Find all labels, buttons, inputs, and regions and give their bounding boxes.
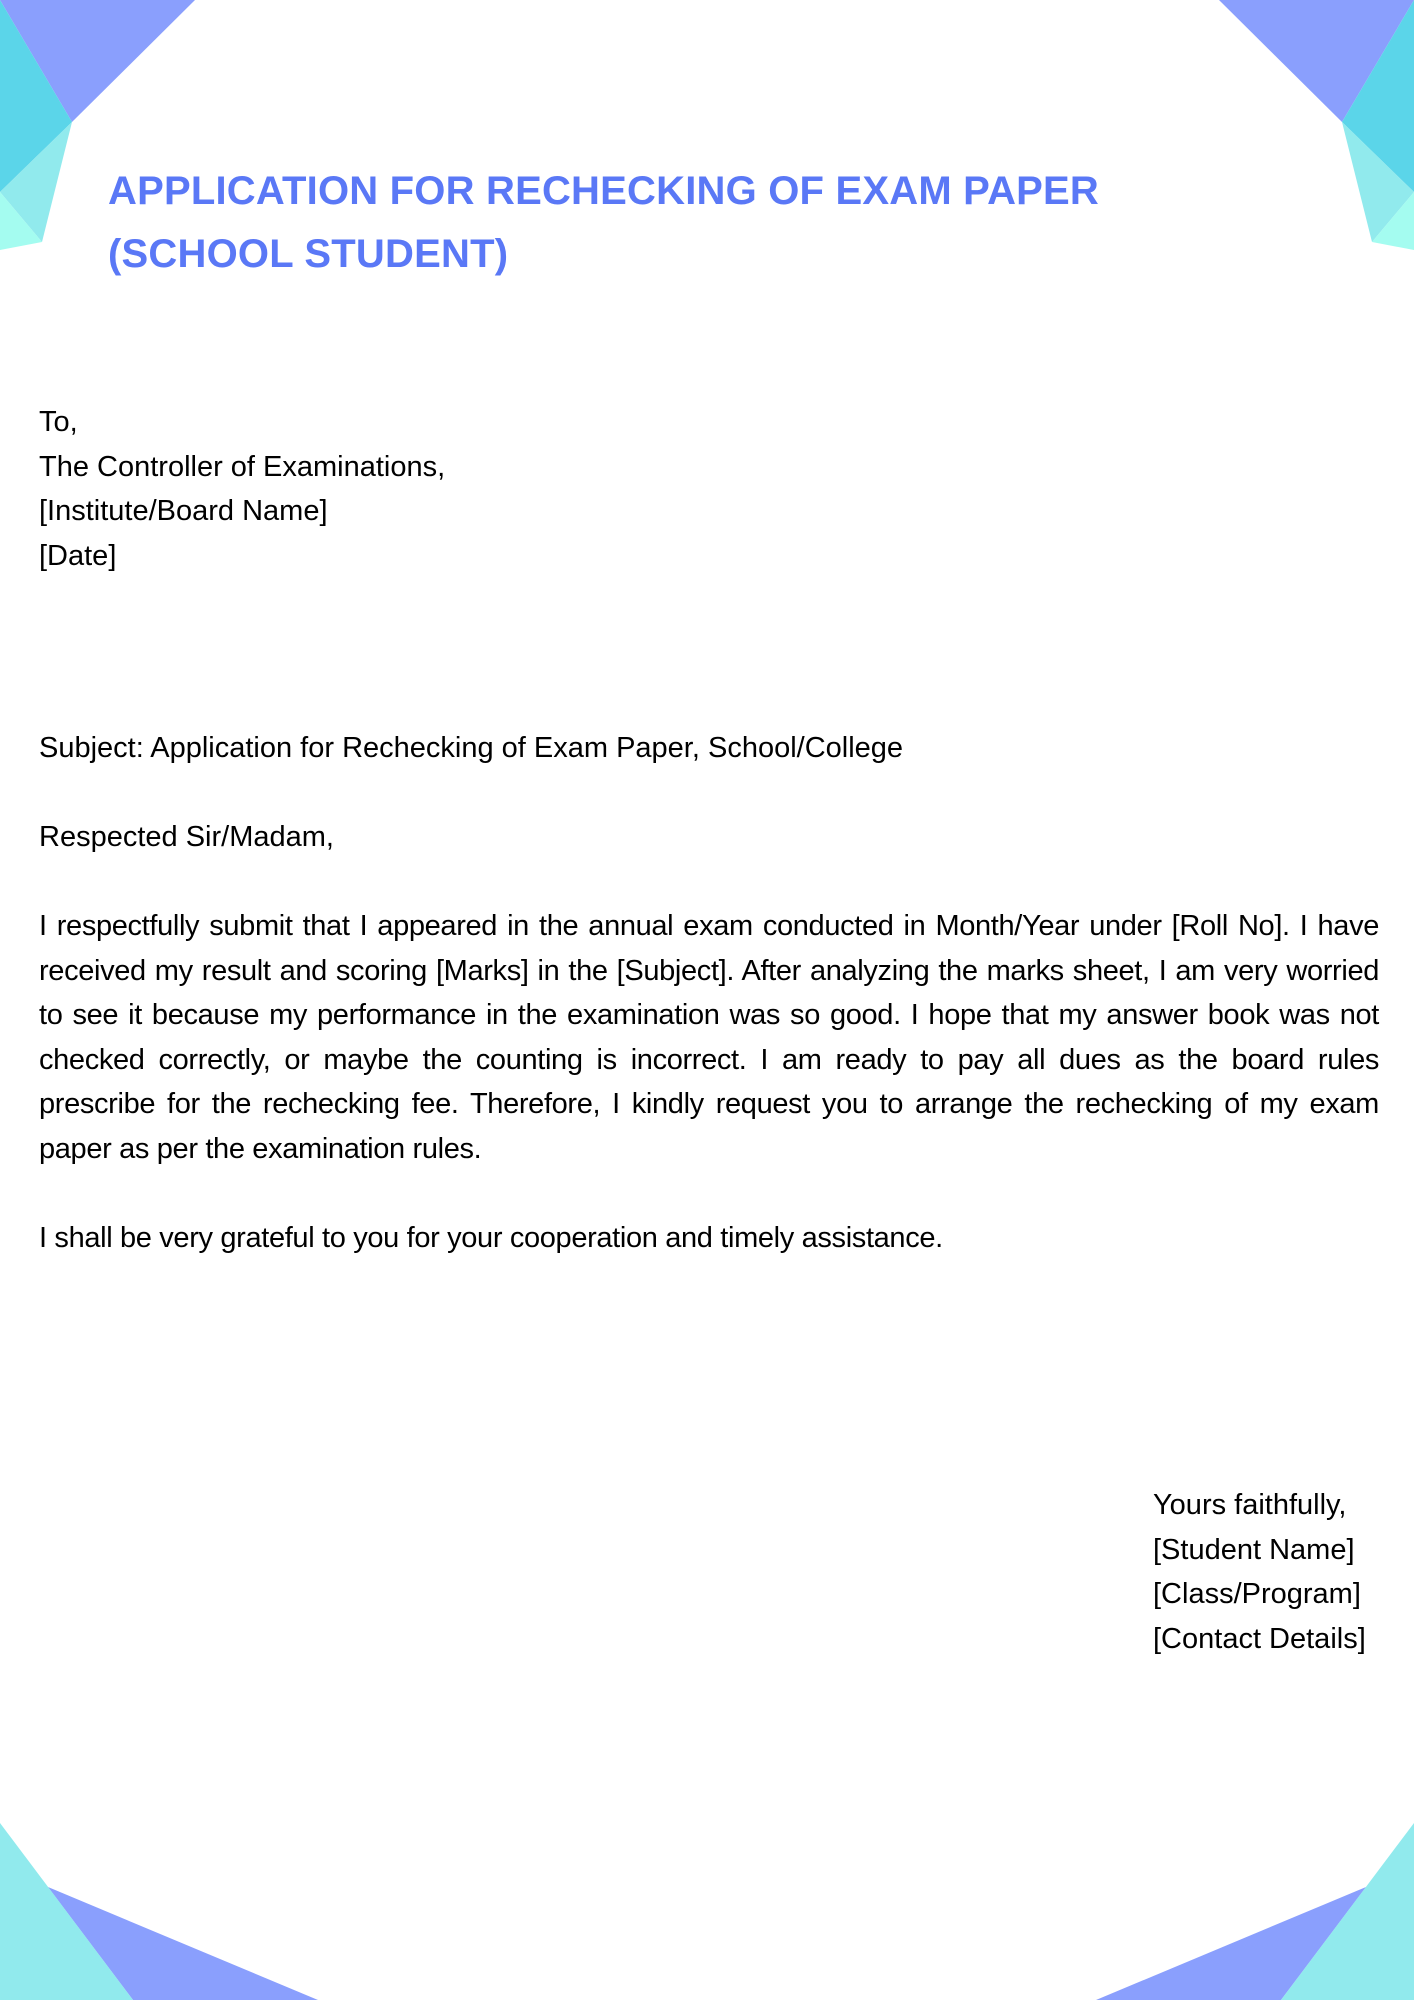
body-paragraph: I respectfully submit that I appeared in the annual exam conducted in Month/Year under [Roll No]. I have received my result and scoring [Marks] in the [Subject]. After analyzing the marks sheet, I am very worried to see it because my performance in the examination was so good. I hope that my answer book was not checked correctly, or maybe the counting is incorrect. I am ready to pay all dues as the board rules prescribe for the rechecking fee. Therefore, I kindly request you to arrange the rechecking of my exam paper as per the examination rules. [39,910,1379,1165]
signature-closing: Yours faithfully, [1153,1489,1347,1521]
title-line-2: (SCHOOL STUDENT) [108,232,509,276]
letter-date: [Date] [39,539,117,572]
subject-line: Subject: Application for Rechecking of Exam Paper, School/College [39,732,904,764]
recipient-institution: [Institute/Board Name] [39,495,328,527]
bottom-left-corner-decoration [0,1823,318,2000]
signature-student-name: [Student Name] [1153,1533,1355,1566]
closing-paragraph: I shall be very grateful to you for your cooperation and timely assistance. [39,1222,943,1254]
signature-class: [Class/Program] [1153,1578,1361,1610]
recipient-to: To, [39,406,78,438]
top-right-corner-decoration [1219,0,1414,250]
title-line-1: APPLICATION FOR RECHECKING OF EXAM PAPER [108,169,1100,213]
recipient-designation: The Controller of Examinations, [39,450,446,483]
salutation: Respected Sir/Madam, [39,821,334,853]
recipient-block [39,400,445,578]
signature-block [1153,1483,1366,1661]
signature-contact: [Contact Details] [1153,1622,1366,1655]
bottom-right-corner-decoration [1096,1823,1414,2000]
document-title [108,160,1099,286]
